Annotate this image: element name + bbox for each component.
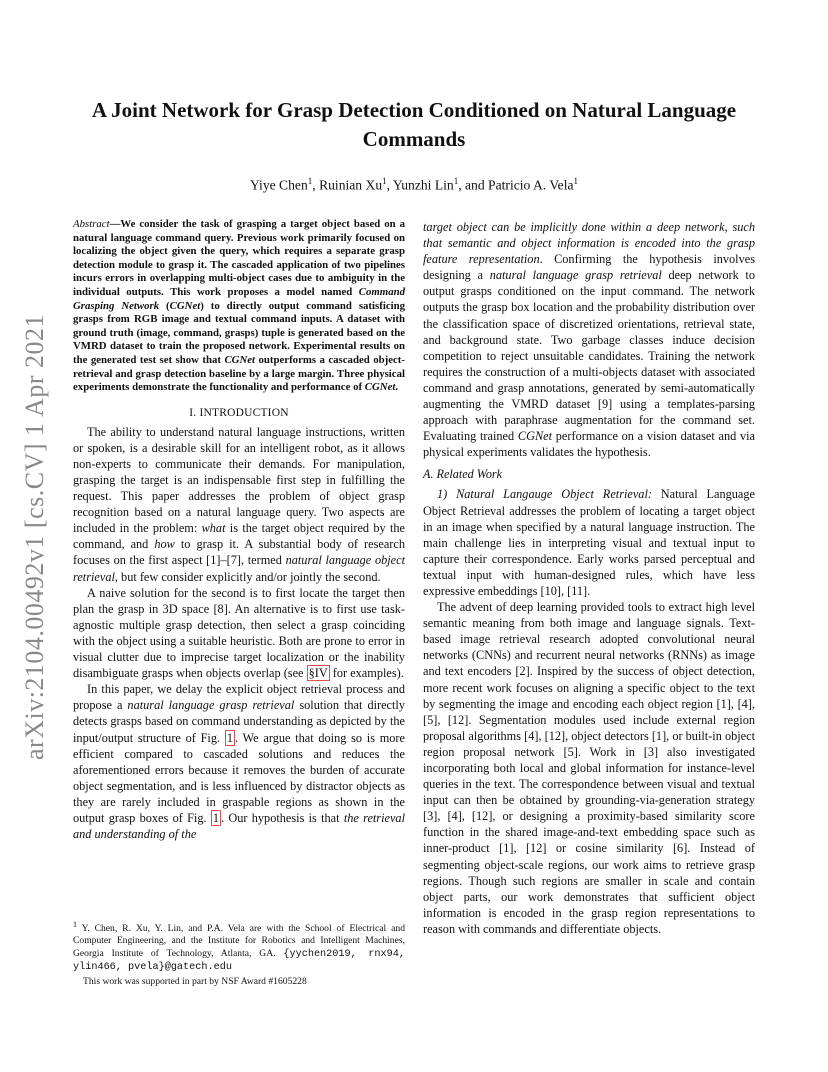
- introduction-continued: [423, 219, 755, 460]
- funding-note: This work was supported in part by NSF Award #1605228: [83, 976, 307, 987]
- author-list: Yiye Chen$^1$, Ruinian Xu$^1$, Yunzhi Lin$^1$, and Patricio A. Vela$^1$: [249, 176, 578, 193]
- cross-reference-link[interactable]: 1: [226, 730, 233, 745]
- author-name: Patricio A. Vela: [488, 177, 574, 193]
- right-column: [423, 219, 755, 937]
- italic-text: CGNet: [364, 381, 396, 394]
- italic-text: natural language object retrieval: [73, 553, 405, 584]
- paragraph: target object can be implicitly done within a deep network, such that semantic and object information is encoded into the grasp feature representation. Confirming the hypothesis involves designing a natural language grasp retrieval deep network to output grasps conditioned on the input command. The network outputs the grasp box location and the probability distribution over the classification space of discretized orientations, retrieval state, and background state. Two garbage classes induce decision competition to reject unsuitable candidates. Training the network requires the construction of a multi-objects dataset with associated command and grasp annotations, generated by semi-automatically augmenting the VMRD dataset [9] using a templates-parsing approach with paraphrase augmentation for the command set. Evaluating trained CGNet performance on a vision dataset and via physical experiments validates the hypothesis.: [423, 220, 755, 460]
- left-column: [73, 218, 405, 842]
- italic-text: what: [201, 521, 226, 536]
- paragraph: 1) Natural Langauge Object Retrieval: Natural Language Object Retrieval addresses the problem of locating a target object in an image when specified by a natural language instruction. The main challenge lies in interpreting visual and textual input to capture their correspondence. Early works parsed perceptual and textual input with human-designed rules, which have less expressive embeddings [10], [11].: [423, 487, 755, 598]
- author-affiliation-mark: 1: [382, 176, 387, 186]
- author-name: Ruinian Xu: [319, 177, 383, 193]
- author-emails: {yychen2019, rnx94, ylin466, pvela}@gatech.edu: [73, 948, 405, 973]
- section-heading-introduction: I. INTRODUCTION: [189, 406, 289, 419]
- italic-text: CGNet: [224, 353, 256, 366]
- affiliation-note: [73, 919, 405, 974]
- italic-text: how: [154, 537, 175, 552]
- cross-reference-link[interactable]: 1: [212, 810, 219, 825]
- related-work-body: [423, 486, 755, 937]
- author-name: Yunzhi Lin: [392, 177, 454, 193]
- italic-text: target object can be implicitly done within a deep network, such that semantic and object information is encoded into the grasp feature representation: [423, 220, 755, 267]
- italic-text: CGNet: [169, 299, 201, 312]
- author-affiliation-mark: 1: [573, 176, 578, 186]
- italic-text: CGNet: [517, 429, 553, 444]
- italic-text: 1) Natural Langauge Object Retrieval:: [437, 487, 652, 502]
- paragraph: The advent of deep learning provided tools to extract high level semantic meaning from both image and language signals. Text-based image retrieval research adopted convolutional neural networks (CNNs) and recurrent neural networks (RNNs) as image and text encoders [2]. Inspired by the success of object detection, more recent work focuses on aligning a specific object to the text by segmenting the image and encoding each object region [1], [4], [5], [12]. Segmentation modules used include external region proposal algorithms [4], [12], object detectors [1], or built-in object region proposal network [5]. Work in [3] also investigated incorporating both local and global information for instance-level queries in the text. The correspondence between visual and textual input can then be obtained by grounding-via-generation strategy [3], [4], [12], or designing a proximity-based similarity score function in the shared image-and-text embedding space such as inner-product [1], [12] or cosine similarity [6]. Instead of segmenting object-scale regions, our work aims to retrieve grasp regions. Though such regions are smaller in scale and contain object parts, our work demonstrates that sufficient object information is encoded in the grasp region representations to reason with commands and differentiate objects.: [423, 600, 755, 936]
- affiliation-text: Y. Chen, R. Xu, Y. Lin, and P.A. Vela are with the School of Electrical and Computer Engineering, and the Institute for Robotics and Intelligent Machines, Georgia Institute of Technology, Atlanta, GA.: [73, 923, 406, 959]
- cross-reference-link[interactable]: §IV: [308, 666, 328, 681]
- section-heading-related-work: A. Related Work: [423, 467, 503, 482]
- abstract-label: Abstract: [73, 218, 110, 230]
- italic-text: Command Grasping Network: [73, 285, 405, 312]
- introduction-body: [73, 424, 405, 842]
- footnote-mark: 1: [73, 920, 77, 929]
- author-name: Yiye Chen: [249, 177, 308, 193]
- paper-title: A Joint Network for Grasp Detection Conditioned on Natural Language Commands: [91, 98, 737, 151]
- arxiv-identifier: arXiv:2104.00492v1 [cs.CV] 1 Apr 2021: [20, 313, 49, 760]
- footnote: [73, 919, 405, 988]
- author-affiliation-mark: 1: [307, 176, 313, 186]
- italic-text: natural language grasp retrieval: [489, 268, 662, 283]
- paragraph: The ability to understand natural language instructions, written or spoken, is a desirable skill for an intelligent robot, as it allows non-experts to communicate their demands. For manipulation, grasping the target is an indispensable first step in fulfilling the request. This paper addresses the problem of object grasp recognition based on a natural language query. Two aspects are included in the problem: what is the target object required by the command, and how to grasp it. A substantial body of research focuses on the first aspect [1]–[7], termed natural language object retrieval, but few consider explicitly and/or jointly the second.: [73, 424, 405, 584]
- author-affiliation-mark: 1: [453, 176, 459, 186]
- italic-text: natural language grasp retrieval: [127, 698, 295, 713]
- paragraph: In this paper, we delay the explicit object retrieval process and propose a natural language grasp retrieval solution that directly detects grasps based on command understanding as depicted by the input/output structure of Fig. 1 . We argue that doing so is more efficient compared to cascaded solutions and reduces the aforementioned errors because it removes the burden of accurate object segmentation, and is less influenced by distractor objects as they are rarely included in graspable regions as shown in the output grasp boxes of Fig. 1 . Our hypothesis is that the retrieval and understanding of the: [73, 682, 405, 842]
- italic-text: the retrieval and understanding of the: [73, 810, 405, 842]
- paragraph: A naive solution for the second is to first locate the target then plan the grasp in 3D space [8]. An alternative is to first use task-agnostic multiple grasp detection, then select a grasp coinciding with the object using a suitable heuristic. Both are prone to error in visual clutter due to imprecise target localization or the inability disambiguate grasps when objects overlap (see §IV for examples).: [73, 585, 405, 681]
- abstract: Abstract—We consider the task of grasping a target object based on a natural language command query. Previous work primarily focused on localizing the object given the query, which requires a separate grasp detection module to grasp it. The cascaded application of two pipelines incurs errors in overlapping multi-object cases due to ambiguity in the individual outputs. This work proposes a model named Command Grasping Network (CGNet) to directly output command satisficing grasps from RGB image and textual command inputs. A dataset with ground truth (image, command, grasps) tuple is generated based on the VMRD dataset to train the proposed network. Experimental results on the generated test set show that CGNet outperforms a cascaded object-retrieval and grasp detection baseline by a large margin. Three physical experiments demonstrate the functionality and performance of CGNet.: [73, 218, 406, 394]
